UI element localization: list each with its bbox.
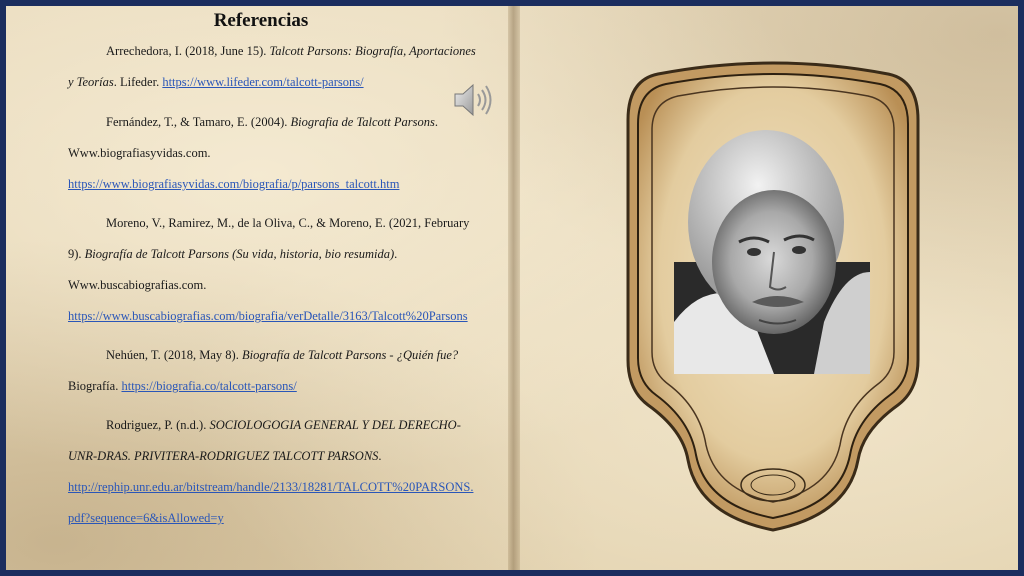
reference-title: Talcott Parsons: Biografía, Aportaciones — [269, 44, 476, 58]
reference-link[interactable]: https://www.buscabiografias.com/biografia/verDetalle/3163/Talcott%20Parsons — [68, 309, 468, 323]
reference-text: Rodriguez, P. (n.d.). — [106, 418, 210, 432]
reference-line — [68, 247, 397, 262]
reference-line — [68, 379, 297, 394]
reference-line — [106, 115, 438, 130]
reference-line — [68, 75, 364, 90]
page-title: Referencias — [213, 10, 309, 31]
portrait-photo — [674, 122, 870, 374]
reference-title: SOCIOLOGOGIA GENERAL Y DEL DERECHO- — [209, 418, 461, 432]
reference-title: UNR-DRAS. PRIVITERA-RODRIGUEZ TALCOTT PARSONS — [68, 449, 379, 463]
slide — [6, 6, 1018, 570]
reference-link[interactable]: pdf?sequence=6&isAllowed=y — [68, 511, 224, 525]
reference-text: 9). — [68, 247, 85, 261]
reference-title: Biografía de Talcott Parsons - ¿Quién fue? — [241, 348, 459, 362]
reference-text: Nehúen, T. (2018, May 8). — [106, 348, 242, 362]
reference-link[interactable]: http://rephip.unr.edu.ar/bitstream/handle/2133/18281/TALCOTT%20PARSONS. — [68, 480, 474, 494]
reference-line — [68, 449, 382, 464]
reference-line — [106, 348, 458, 363]
reference-line — [106, 44, 476, 59]
reference-link[interactable]: https://www.biografiasyvidas.com/biografia/p/parsons_talcott.htm — [68, 177, 400, 191]
speaker-icon[interactable] — [452, 80, 496, 120]
reference-text: Arrechedora, I. (2018, June 15). — [106, 44, 270, 58]
reference-title: Biografia de Talcott Parsons — [290, 115, 435, 129]
reference-text: . Lifeder. — [113, 75, 163, 89]
reference-text: Biografía. — [68, 379, 122, 393]
reference-title: Biografía de Talcott Parsons (Su vida, historia, bio resumida) — [84, 247, 395, 261]
reference-text: . — [434, 115, 438, 129]
page-fold — [508, 6, 520, 570]
reference-title: y Teorías — [68, 75, 114, 89]
reference-line: Www.biografiasyvidas.com. — [68, 146, 211, 160]
reference-line: Www.buscabiografias.com. — [68, 278, 207, 292]
reference-line: Moreno, V., Ramirez, M., de la Oliva, C., & Moreno, E. (2021, February — [106, 216, 470, 230]
reference-link[interactable]: https://biografia.co/talcott-parsons/ — [121, 379, 297, 393]
reference-line — [106, 418, 461, 433]
reference-text: . — [394, 247, 398, 261]
reference-text: Fernández, T., & Tamaro, E. (2004). — [106, 115, 291, 129]
reference-text: . — [378, 449, 382, 463]
reference-link[interactable]: https://www.lifeder.com/talcott-parsons/ — [162, 75, 364, 89]
